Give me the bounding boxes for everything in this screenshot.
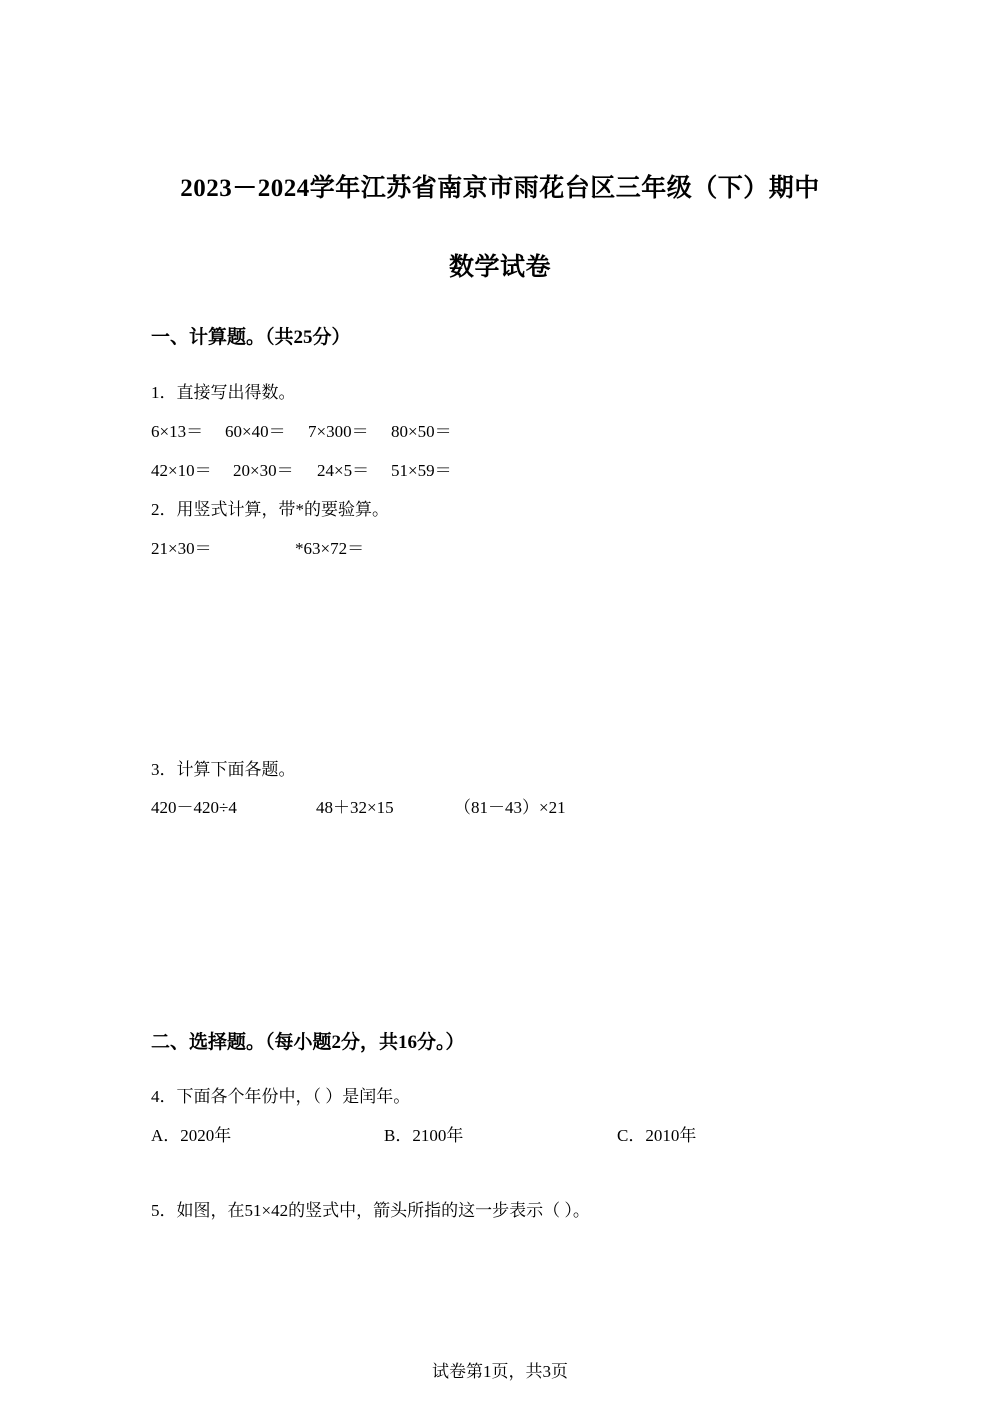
option-c: C．2010年 (617, 1126, 697, 1145)
q1-item: 7×300＝ (308, 422, 369, 441)
q1-item: 51×59＝ (391, 461, 452, 480)
question-2-prompt: 2．用竖式计算，带*的要验算。 (151, 500, 389, 519)
question-1-prompt: 1．直接写出得数。 (151, 383, 296, 402)
question-3-prompt: 3．计算下面各题。 (151, 760, 296, 779)
section-2-heading: 二、选择题。（每小题2分，共16分。） (151, 1032, 465, 1053)
question-4-prompt: 4．下面各个年份中，（ ）是闰年。 (151, 1087, 411, 1106)
q3-item: （81－43）×21 (454, 798, 566, 817)
q3-item: 48＋32×15 (316, 798, 394, 817)
exam-title-line-2: 数学试卷 (448, 254, 551, 281)
q1-item: 60×40＝ (225, 422, 286, 441)
q1-item: 6×13＝ (151, 422, 204, 441)
exam-title-line-1: 2023－2024学年江苏省南京市雨花台区三年级（下）期中 (180, 175, 820, 202)
question-5-prompt: 5．如图，在51×42的竖式中，箭头所指的这一步表示（ ）。 (151, 1201, 590, 1220)
q2-item: *63×72＝ (295, 539, 365, 558)
section-1-heading: 一、计算题。（共25分） (151, 327, 351, 348)
q3-item: 420－420÷4 (151, 798, 237, 817)
q1-item: 24×5＝ (317, 461, 370, 480)
page-footer: 试卷第1页，共3页 (432, 1362, 568, 1381)
q2-item: 21×30＝ (151, 539, 212, 558)
option-a: A．2020年 (151, 1126, 232, 1145)
option-b: B．2100年 (384, 1126, 464, 1145)
q1-item: 80×50＝ (391, 422, 452, 441)
q1-item: 42×10＝ (151, 461, 212, 480)
q1-item: 20×30＝ (233, 461, 294, 480)
